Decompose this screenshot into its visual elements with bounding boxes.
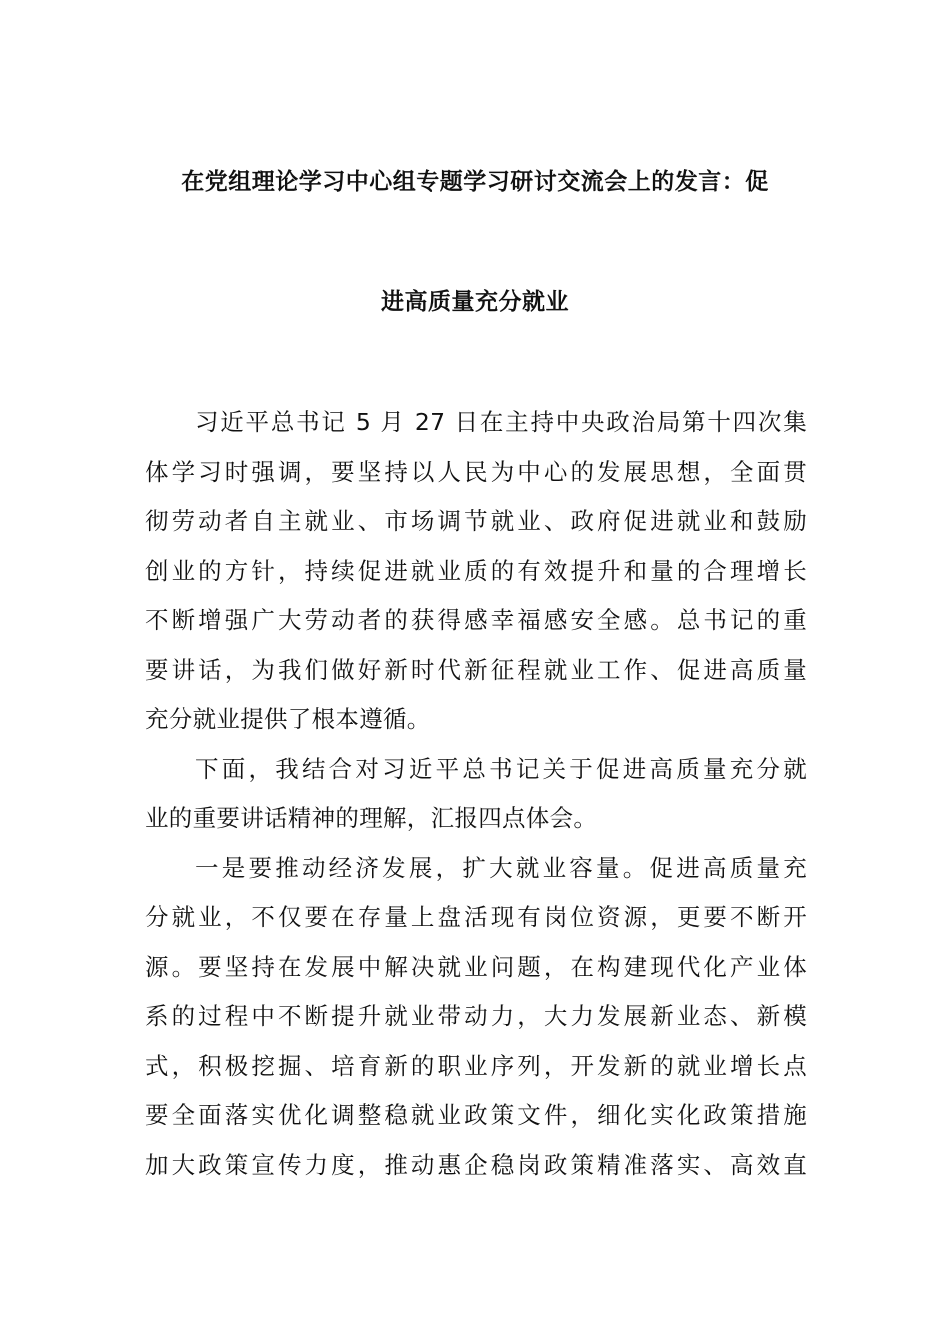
paragraph-1-line: 不断增强广大劳动者的获得感幸福感安全感。总书记的重 [145, 606, 807, 634]
paragraph-1-line: 彻劳动者自主就业、市场调节就业、政府促进就业和鼓励 [145, 507, 807, 535]
document-body [145, 402, 807, 1194]
paragraph-1-line: 体学习时强调，要坚持以人民为中心的发展思想，全面贯 [145, 457, 807, 486]
paragraph-3-line: 加大政策宣传力度，推动惠企稳岗政策精准落实、高效直 [145, 1150, 807, 1179]
paragraph-1-line: 充分就业提供了根本遵循。 [145, 705, 431, 733]
paragraph-1-line: 创业的方针，持续促进就业质的有效提升和量的合理增长 [145, 556, 807, 585]
paragraph-2-line: 下面，我结合对习近平总书记关于促进高质量充分就 [195, 754, 807, 783]
paragraph-3-line: 式，积极挖掘、培育新的职业序列，开发新的就业增长点 [145, 1051, 807, 1080]
paragraph-3-line: 要全面落实优化调整稳就业政策文件，细化实化政策措施 [145, 1101, 807, 1129]
paragraph-3-line: 一是要推动经济发展，扩大就业容量。促进高质量充 [195, 853, 807, 882]
document-title-line-2: 进高质量充分就业 [381, 289, 569, 315]
paragraph-2-line: 业的重要讲话精神的理解，汇报四点体会。 [145, 804, 598, 832]
paragraph-3-line: 系的过程中不断提升就业带动力，大力发展新业态、新模 [145, 1002, 807, 1030]
paragraph-1-line: 习近平总书记 5 月 27 日在主持中央政治局第十四次集 [195, 408, 807, 436]
paragraph-1-line: 要讲话，为我们做好新时代新征程就业工作、促进高质量 [145, 655, 807, 684]
paragraph-3-line: 分就业，不仅要在存量上盘活现有岗位资源，更要不断开 [145, 903, 807, 931]
document-title-line-1: 在党组理论学习中心组专题学习研讨交流会上的发言：促 [181, 169, 769, 195]
paragraph-3-line: 源。要坚持在发展中解决就业问题，在构建现代化产业体 [145, 952, 807, 981]
